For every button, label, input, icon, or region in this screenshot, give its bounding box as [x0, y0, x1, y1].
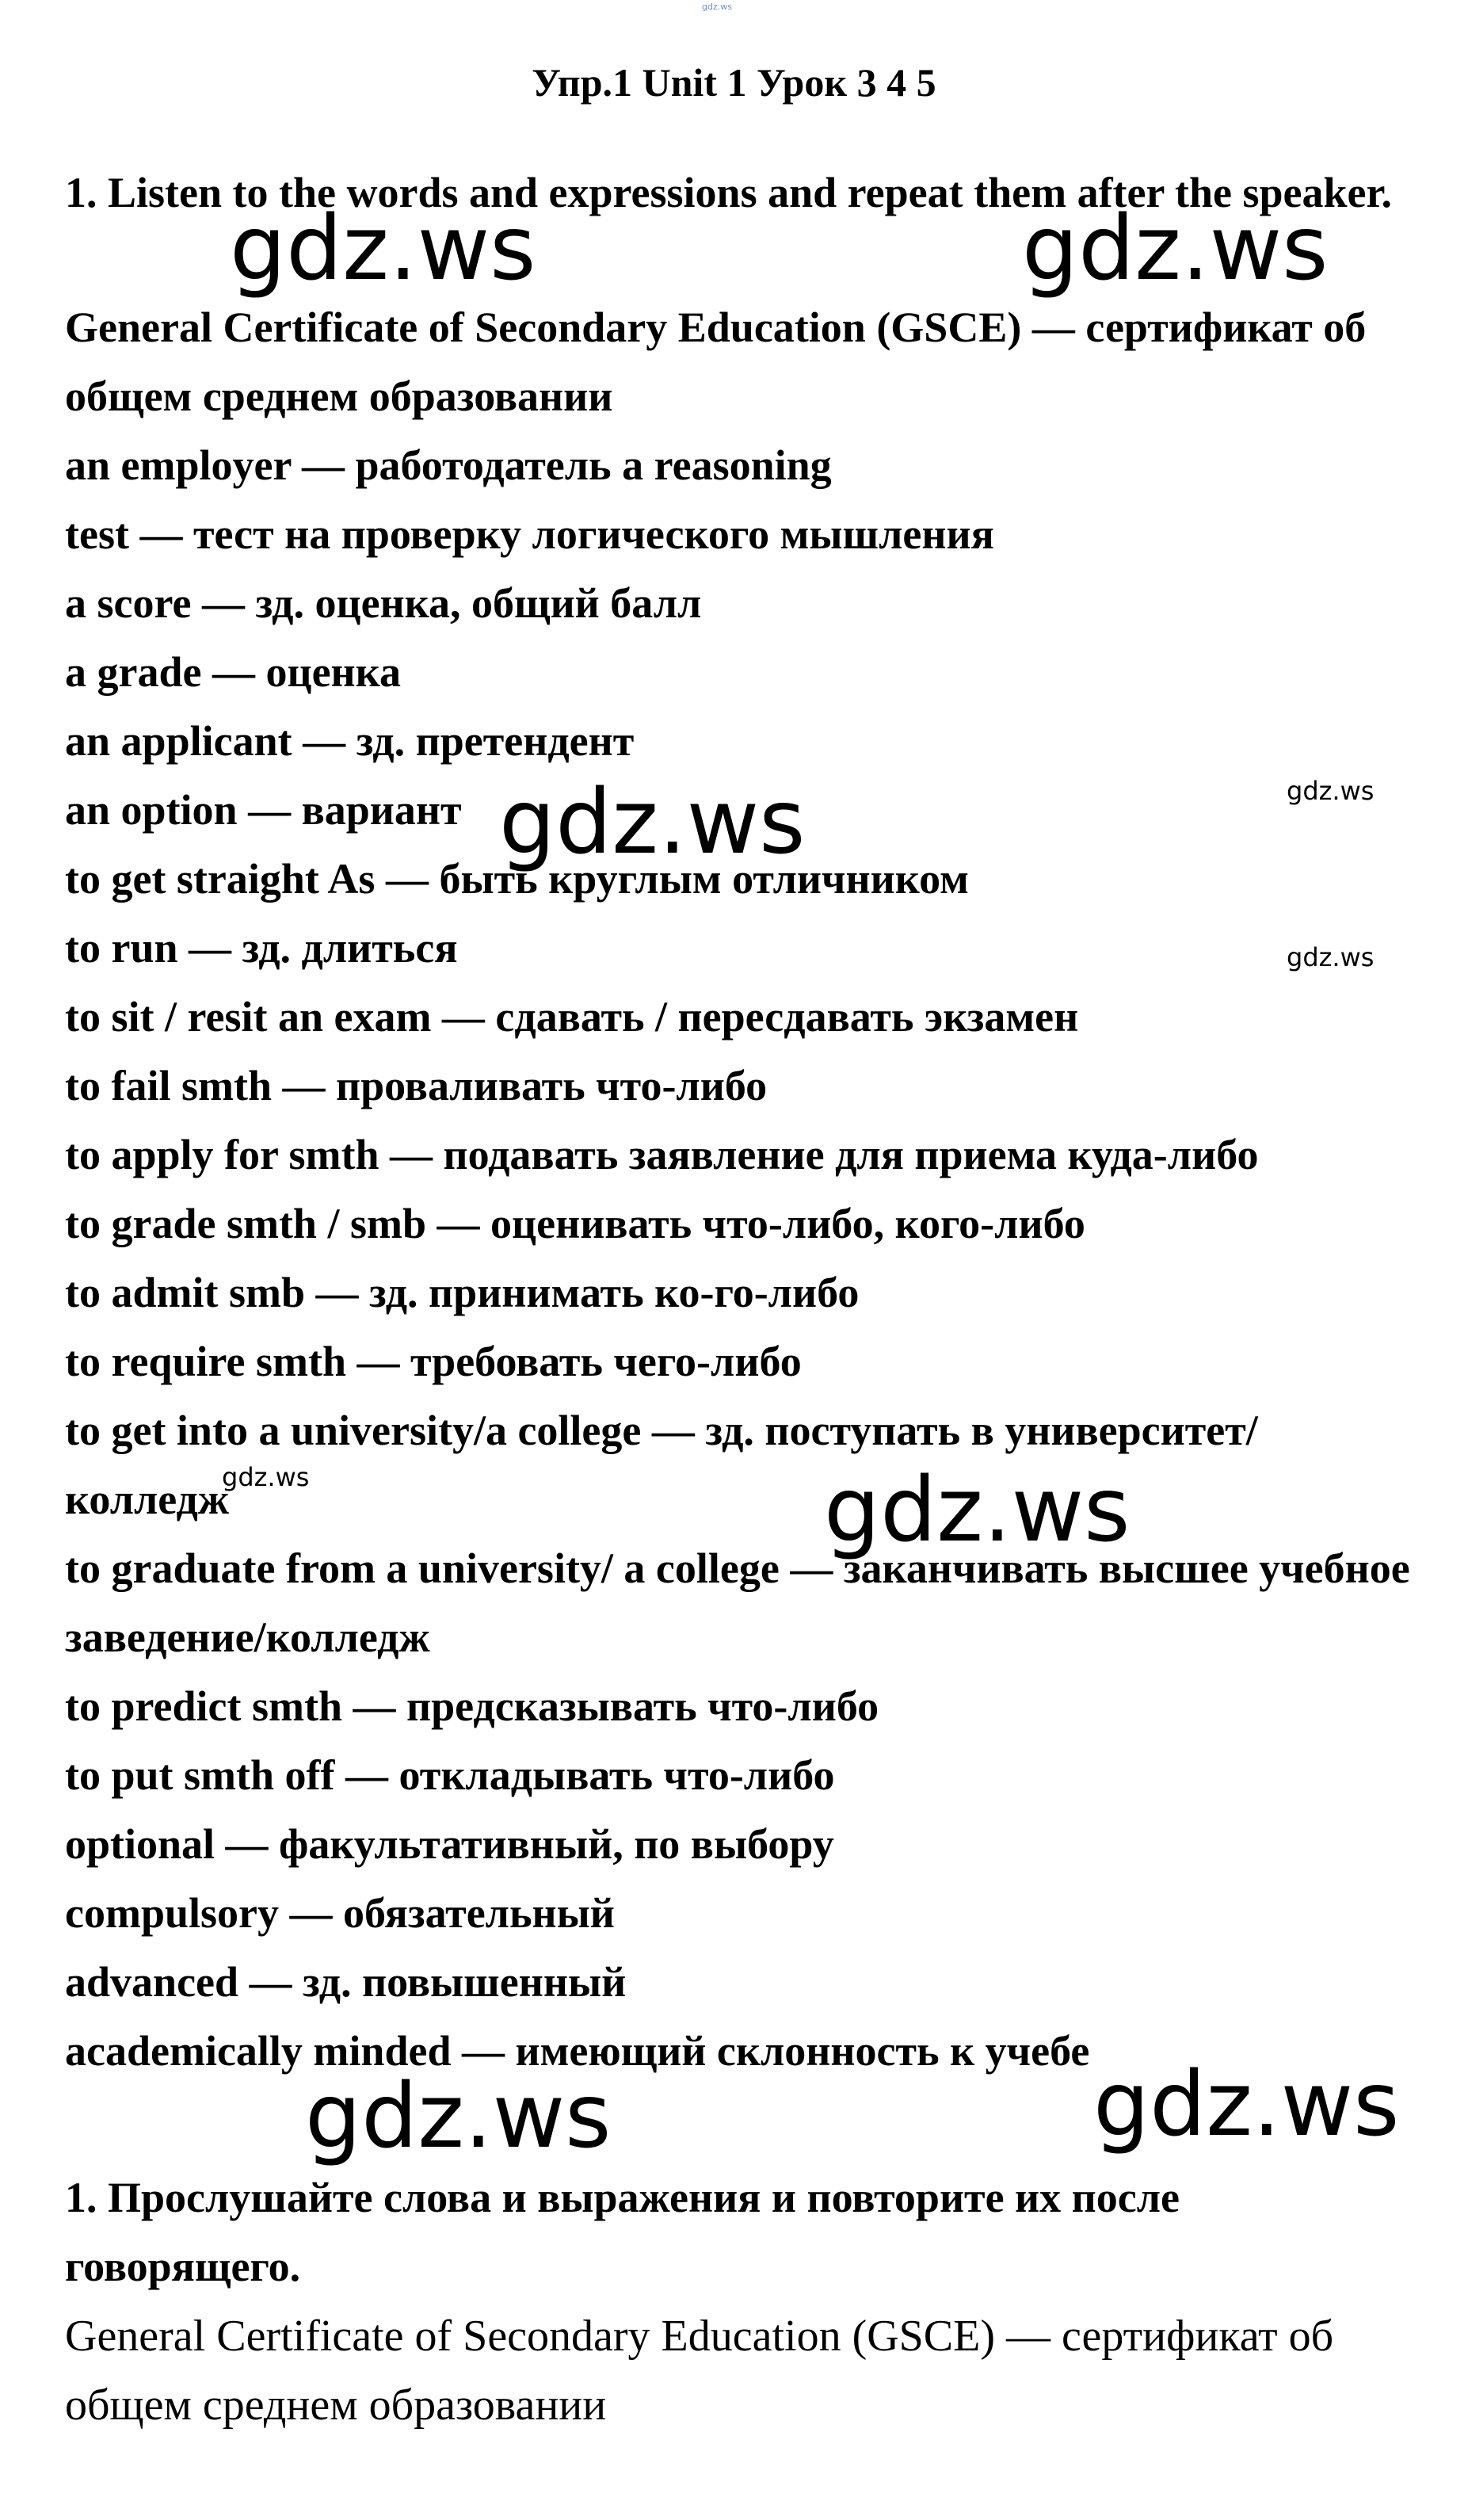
translation-text: General Certificate of Secondary Education (GSCE) — сертификат об общем среднем образовании	[65, 2312, 1334, 2430]
vocab-item: an employer — работодатель a reasoning	[65, 441, 832, 489]
vocab-item: to apply for smth — подавать заявление для приема куда-либо	[65, 1131, 1259, 1178]
watermark-large: gdz.ws	[230, 197, 536, 300]
watermark-small: gdz.ws	[1287, 942, 1375, 972]
page-title: Упр.1 Unit 1 Урок 3 4 5	[532, 60, 936, 105]
vocab-item: to put smth off — откладывать что-либо	[65, 1751, 835, 1799]
vocabulary-list	[65, 293, 1428, 2086]
vocab-item: a score — зд. оценка, общий балл	[65, 579, 702, 627]
watermark-large: gdz.ws	[305, 2065, 612, 2168]
vocab-item: to get straight As — быть круглым отличником	[65, 855, 969, 903]
vocab-item: an option — вариант	[65, 786, 462, 834]
watermark-large: gdz.ws	[824, 1459, 1131, 1562]
vocab-item: to admit smb — зд. принимать ко-го-либо	[65, 1269, 860, 1316]
vocab-item: to sit / resit an exam — сдавать / пересдавать экзамен	[65, 993, 1079, 1040]
vocab-item: to get into a university/a college — зд. поступать в университет/ колледж	[65, 1407, 1258, 1523]
vocab-item: to run — зд. длиться	[65, 924, 458, 972]
vocab-item: to graduate from a university/ a college — заканчивать высшее учебное заведение/колледж	[65, 1544, 1410, 1661]
vocab-item: compulsory — обязательный	[65, 1889, 615, 1937]
vocab-item: test — тест на проверку логического мышления	[65, 510, 994, 558]
vocab-item: a grade — оценка	[65, 648, 401, 696]
vocab-item: to fail smth — проваливать что-либо	[65, 1062, 768, 1109]
vocab-item: to require smth — требовать чего-либо	[65, 1338, 802, 1385]
watermark-large: gdz.ws	[499, 771, 806, 874]
vocab-item: advanced — зд. повышенный	[65, 1958, 627, 2006]
vocab-item: academically minded — имеющий склонность к учебе	[65, 2027, 1090, 2075]
vocab-item: General Certificate of Secondary Education (GSCE) — сертификат об общем среднем образовании	[65, 304, 1367, 420]
watermark-large: gdz.ws	[1022, 197, 1329, 300]
watermark-small: gdz.ws	[222, 1462, 310, 1492]
task-instruction-en: 1. Listen to the words and expressions and repeat them after the speaker.	[65, 169, 1393, 216]
vocab-item: to predict smth — предсказывать что-либо	[65, 1682, 879, 1730]
task-instruction-ru: 1. Прослушайте слова и выражения и повторите их после говорящего.	[65, 2174, 1180, 2290]
watermark-small: gdz.ws	[1287, 776, 1375, 806]
vocab-item: to grade smth / smb — оценивать что-либо, кого-либо	[65, 1200, 1085, 1247]
watermark-large: gdz.ws	[1093, 2053, 1400, 2156]
vocab-item: optional — факультативный, по выбору	[65, 1820, 834, 1868]
top-watermark: gdz.ws	[702, 2, 732, 12]
vocab-item: an applicant — зд. претендент	[65, 717, 635, 765]
